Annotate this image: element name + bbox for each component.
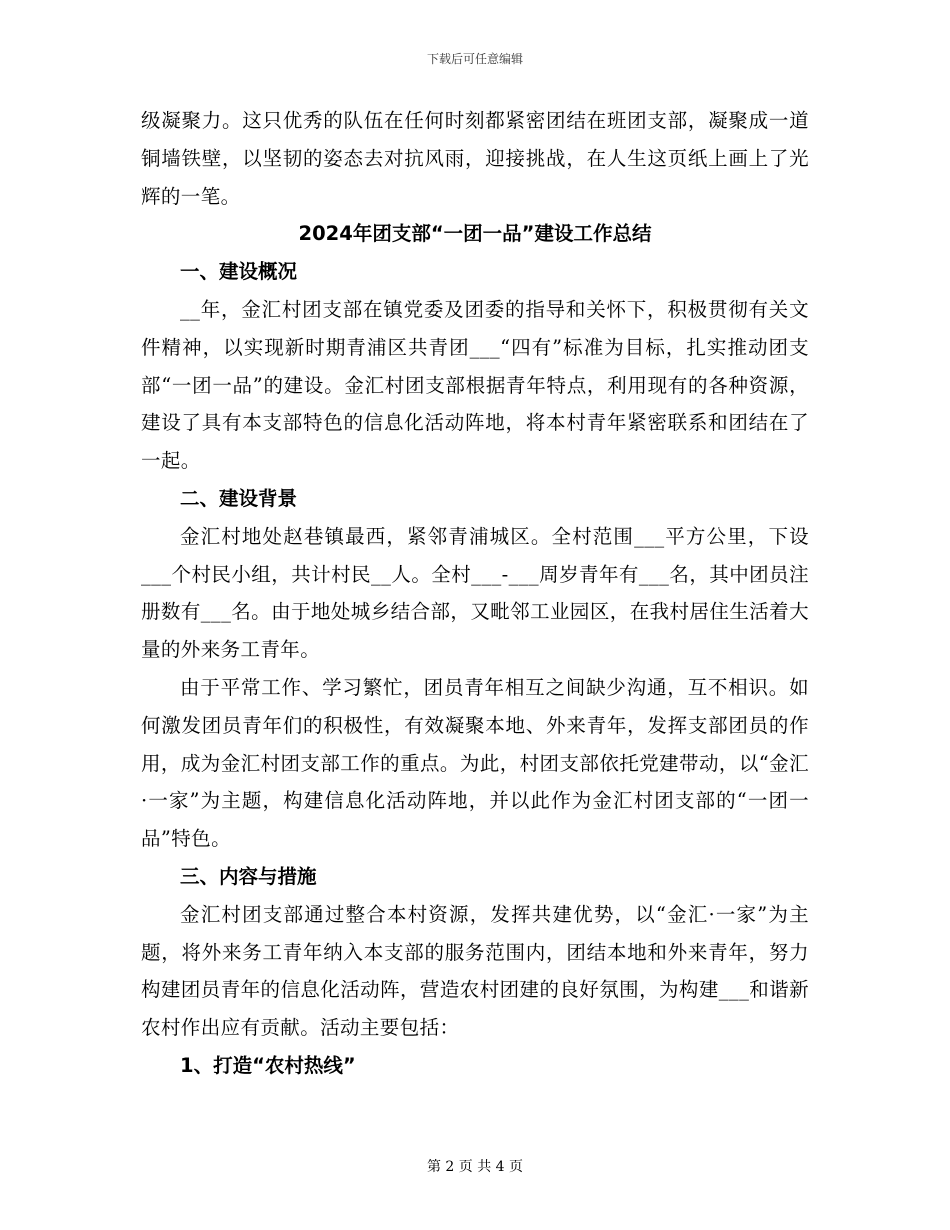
page-header-note: 下载后可任意编辑 xyxy=(426,52,523,66)
section-paragraph: __年，金汇村团支部在镇党委及团委的指导和关怀下，积极贯彻有关文件精神，以实现新时期青浦区共青团___“四有”标准为目标，扎实推动团支部“一团一品”的建设。金汇村团支部根据青年特点，利用现有的各种资源，建设了具有本支部特色的信息化活动阵地，将本村青年紧密联系和团结在了一起。 xyxy=(141,297,809,473)
section-heading-overview: 一、建设概况 xyxy=(180,260,298,284)
section-paragraph: 由于平常工作、学习繁忙，团员青年相互之间缺少沟通，互不相识。如何激发团员青年们的积极性，有效凝聚本地、外来青年，发挥支部团员的作用，成为金汇村团支部工作的重点。为此，村团支部依托党建带动，以“金汇·一家”为主题，构建信息化活动阵地，并以此作为金汇村团支部的“一团一品”特色。 xyxy=(141,675,809,851)
carryover-paragraph: 级凝聚力。这只优秀的队伍在任何时刻都紧密团结在班团支部，凝聚成一道铜墙铁壁，以坚韧的姿态去对抗风雨，迎接挑战，在人生这页纸上画上了光辉的一笔。 xyxy=(141,109,809,208)
page-number-footer: 第 2 页 共 4 页 xyxy=(426,1159,524,1175)
section-paragraph: 金汇村地处赵巷镇最西，紧邻青浦城区。全村范围___平方公里，下设___个村民小组，共计村民__人。全村___-___周岁青年有___名，其中团员注册数有___名。由于地处城乡结合部，又毗邻工业园区，在我村居住生活着大量的外来务工青年。 xyxy=(141,524,809,662)
document-title: 2024年团支部“一团一品”建设工作总结 xyxy=(298,222,652,246)
section-heading-background: 二、建设背景 xyxy=(180,486,298,510)
document-body xyxy=(141,102,809,1085)
section-heading-measures: 三、内容与措施 xyxy=(180,864,317,888)
subheading-hotline: 1、打造“农村热线” xyxy=(180,1053,356,1077)
section-paragraph: 金汇村团支部通过整合本村资源，发挥共建优势，以“金汇·一家”为主题，将外来务工青年纳入本支部的服务范围内，团结本地和外来青年，努力构建团员青年的信息化活动阵，营造农村团建的良好氛围，为构建___和谐新农村作出应有贡献。活动主要包括： xyxy=(141,902,809,1040)
